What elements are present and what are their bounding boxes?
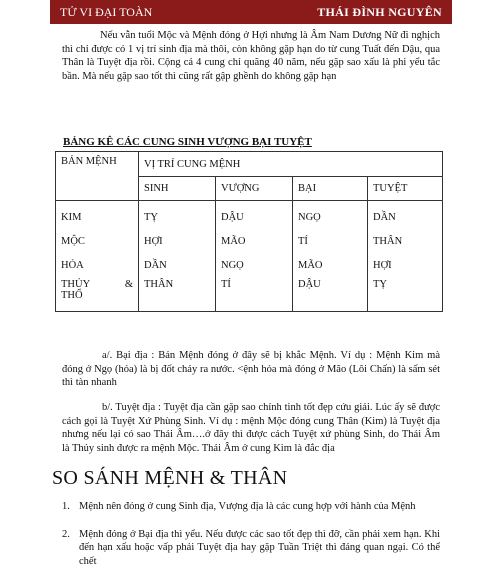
page-header [50, 0, 452, 24]
cell-bai: TÍ [293, 229, 368, 253]
cell-tuyet: THÂN [368, 229, 443, 253]
row-menh-part-b: & [124, 279, 133, 290]
row-menh: KIM [56, 201, 139, 230]
list-text: Mệnh nên đóng ở cung Sinh địa, Vượng địa là các cung hợp với hành của Mệnh [79, 501, 416, 512]
row-menh: MỘC [56, 229, 139, 253]
list-item [62, 500, 440, 514]
paragraph-bai-dia: a/. Bại địa : Bản Mệnh đóng ở đây sẽ bị khắc Mệnh. Ví dụ : Mệnh Kim mà đóng ở Ngọ (hỏa) là bị đốt cháy ra nước. <ệnh hỏa mà đóng ở Mão (Lôi Chấn) là sấm sét thì tàn nhanh [62, 350, 440, 389]
numbered-list [62, 500, 440, 582]
header-sinh: SINH [139, 177, 216, 201]
list-number: 2. [62, 528, 70, 540]
list-number: 1. [62, 501, 70, 512]
cell-vuong: TÍ [216, 277, 293, 312]
cell-sinh: DẦN [139, 253, 216, 277]
table-row [56, 201, 443, 230]
header-vuong: VƯỢNG [216, 177, 293, 201]
cell-vuong: MÃO [216, 229, 293, 253]
intro-paragraph: Nếu vẫn tuổi Mộc và Mệnh đóng ở Hợi nhưng là Âm Nam Dương Nữ đi nghịch thì chỉ được có 1 vị trí sinh địa mà thôi, còn không gặp hạn do từ cung Tuất đến Dậu, qua Thân là Tuyệt địa rồi. Cộng cả 4 cung chỉ quãng 40 năm, nếu gặp sao xấu là phi yểu tắc bần. Mà nếu gặp sao tốt thì cũng rất gập ghềnh do không gặp hạn [62, 30, 440, 82]
cell-tuyet: TỴ [368, 277, 443, 312]
cell-sinh: THÂN [139, 277, 216, 312]
cell-vuong: NGỌ [216, 253, 293, 277]
list-text: Mệnh đóng ở Bại địa thì yểu. Nếu được các sao tốt đẹp thì đỡ, cần phải xem hạn. Khi đến hạn xấu hoặc vấp phải Tuyệt địa hay gặp Tuần Triệt thì đáng quan ngại. Có thể chết [79, 528, 440, 567]
table-title: BẢNG KÊ CÁC CUNG SINH VƯỢNG BẠI TUYỆT [63, 136, 312, 148]
row-menh-part-c: THỔ [61, 290, 83, 301]
header-ban-menh: BẢN MỆNH [56, 152, 139, 201]
row-menh [56, 277, 139, 312]
table-row [56, 277, 443, 312]
paragraph-tuyet-dia: b/. Tuyệt địa : Tuyệt địa cần gặp sao chính tinh tốt đẹp cứu giải. Lúc ấy sẽ được cách gọi là Tuyệt Xứ Phùng Sinh. Ví dụ : mệnh Mộc đóng cung Thân (Kim) là Tuyệt địa nhưng nếu lại có sao Thái Âm….ở đây thì được cách Tuyệt xứ phùng Sinh, do Thái Âm là Thủy sinh được ra mệnh Mộc. Thái Âm ở cung Kim là đắc địa [62, 402, 440, 454]
table-row [56, 253, 443, 277]
list-item [62, 528, 440, 569]
header-book-title: TỬ VI ĐẠI TOÀN [60, 4, 153, 19]
cell-sinh: TỴ [139, 201, 216, 230]
cell-bai: NGỌ [293, 201, 368, 230]
cell-tuyet: DẦN [368, 201, 443, 230]
row-menh: HỎA [56, 253, 139, 277]
section-title: SO SÁNH MỆNH & THÂN [52, 467, 288, 489]
cell-vuong: DẬU [216, 201, 293, 230]
table-row [56, 229, 443, 253]
header-tuyet: TUYỆT [368, 177, 443, 201]
header-bai: BẠI [293, 177, 368, 201]
row-menh-part-a: THỦY [61, 279, 91, 290]
cell-bai: MÃO [293, 253, 368, 277]
menh-position-table [55, 151, 443, 312]
cell-sinh: HỢI [139, 229, 216, 253]
cell-bai: DẬU [293, 277, 368, 312]
header-vi-tri: VỊ TRÍ CUNG MỆNH [139, 152, 443, 177]
cell-tuyet: HỢI [368, 253, 443, 277]
header-author: THÁI ĐÌNH NGUYÊN [317, 4, 442, 19]
